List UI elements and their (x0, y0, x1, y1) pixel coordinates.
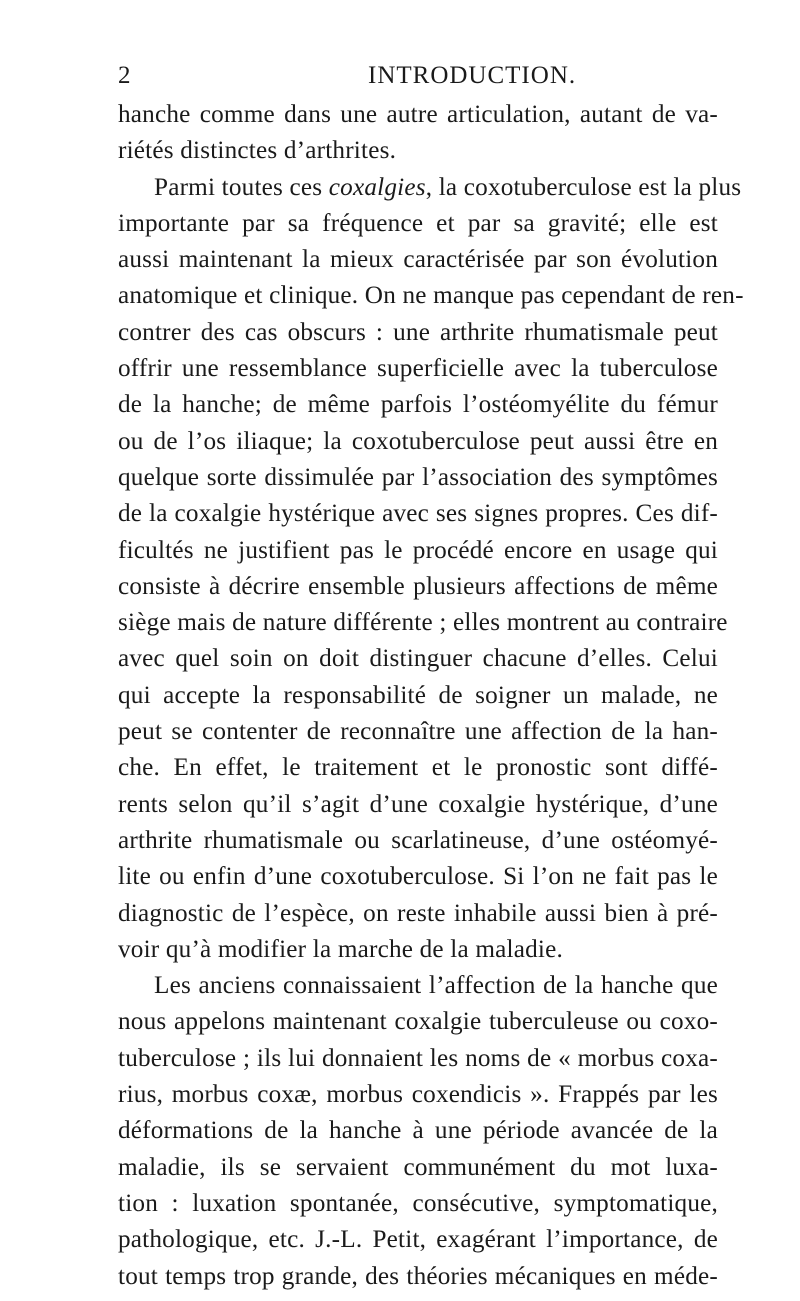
text-line: importante par sa fréquence et par sa gravité; elle est (118, 209, 718, 237)
page-header (118, 62, 718, 96)
text-line: anatomique et clinique. On ne manque pas cependant de ren- (118, 282, 744, 310)
text-line: pathologique, etc. J.-L. Petit, exagérant l’importance, de (118, 1226, 718, 1254)
text-line: offrir une ressemblance superficielle avec la tuberculose (118, 355, 718, 383)
text-line: ficultés ne justifient pas le procédé encore en usage qui (118, 536, 718, 564)
text-line: voir qu’à modifier la marche de la maladie. (118, 935, 563, 963)
text-line: nous appelons maintenant coxalgie tuberculeuse ou coxo- (118, 1008, 718, 1036)
text-line: aussi maintenant la mieux caractérisée par son évolution (118, 246, 718, 274)
text-line: arthrite rhumatismale ou scarlatineuse, d’une ostéomyé- (118, 826, 718, 854)
text-line: de la coxalgie hystérique avec ses signes propres. Ces dif- (118, 500, 718, 528)
text-line: Les anciens connaissaient l’affection de la hanche que (154, 972, 718, 1000)
page-number: 2 (118, 62, 132, 89)
text-line: hanche comme dans une autre articulation, autant de va- (118, 101, 718, 128)
text-line (118, 170, 742, 206)
text-segment: , la coxotuberculose est la plus (425, 173, 742, 201)
text-segment: Parmi toutes ces (154, 173, 329, 201)
text-line: qui accepte la responsabilité de soigner un malade, ne (118, 681, 718, 709)
body-text (118, 97, 744, 1295)
text-line: riétés distinctes d’arthrites. (118, 137, 397, 165)
text-line: maladie, ils se servaient communément du mot luxa- (118, 1153, 718, 1181)
text-line: tuberculose ; ils lui donnaient les noms de « morbus coxa- (118, 1044, 718, 1072)
text-line: quelque sorte dissimulée par l’association des symptômes (118, 463, 718, 491)
text-line: tion : luxation spontanée, consécutive, symptomatique, (118, 1189, 718, 1217)
running-head: INTRODUCTION. (368, 62, 577, 89)
text-line: consiste à décrire ensemble plusieurs affections de même (118, 572, 718, 600)
text-line: déformations de la hanche à une période avancée de la (118, 1117, 718, 1145)
text-line: avec quel soin on doit distinguer chacune d’elles. Celui (118, 645, 718, 673)
text-line: lite ou enfin d’une coxotuberculose. Si l’on ne fait pas le (118, 863, 718, 891)
text-line: tout temps trop grande, des théories mécaniques en méde- (118, 1262, 718, 1290)
text-line: de la hanche; de même parfois l’ostéomyélite du fémur (118, 391, 718, 419)
text-line: peut se contenter de reconnaître une affection de la han- (118, 718, 718, 746)
text-line: rius, morbus coxæ, morbus coxendicis ». Frappés par les (118, 1081, 718, 1109)
text-line: siège mais de nature différente ; elles montrent au contraire (118, 609, 728, 637)
text-line: che. En effet, le traitement et le pronostic sont diffé- (118, 754, 718, 782)
text-line: rents selon qu’il s’agit d’une coxalgie hystérique, d’une (118, 790, 718, 818)
text-line: contrer des cas obscurs : une arthrite rhumatismale peut (118, 318, 718, 346)
text-line: diagnostic de l’espèce, on reste inhabile aussi bien à pré- (118, 899, 718, 927)
italic-term: coxalgies (328, 173, 426, 201)
text-line: ou de l’os iliaque; la coxotuberculose peut aussi être en (118, 427, 718, 455)
